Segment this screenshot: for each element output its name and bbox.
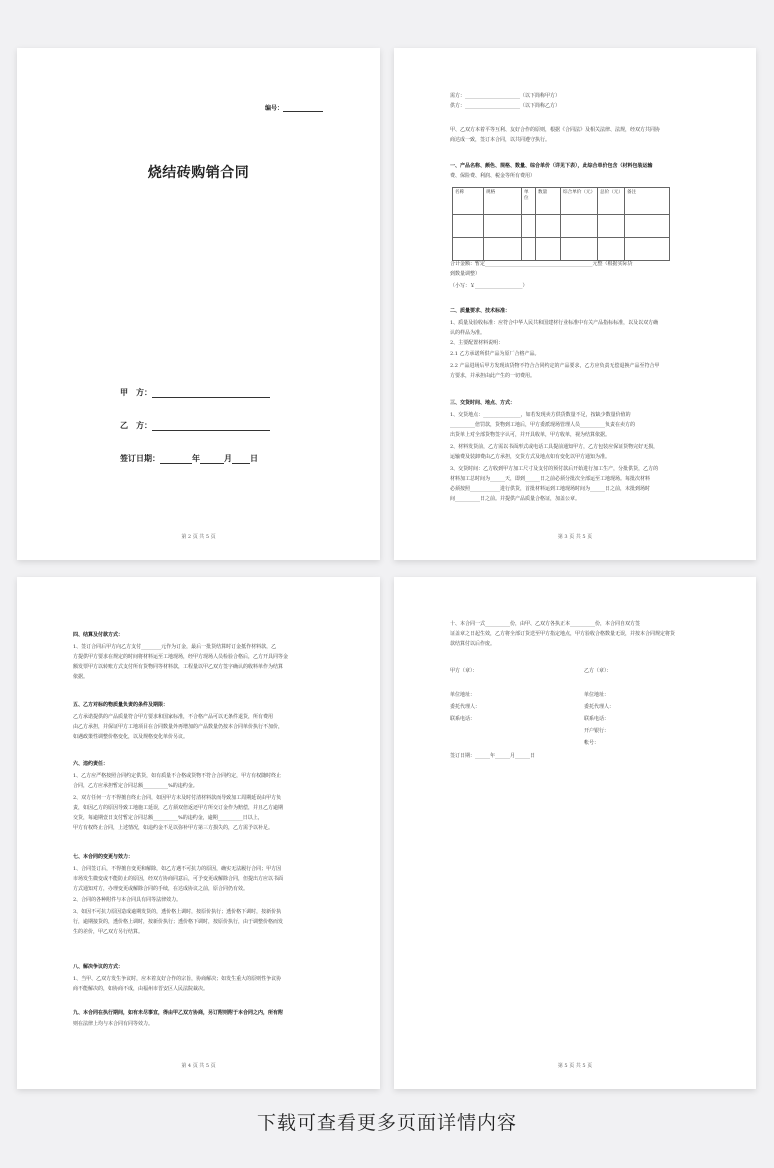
text-line: 1、签订合同后甲方向乙方支付________元作为订金，最后一批货结算时订金抵作材料款，乙 (73, 644, 277, 650)
page-footer: 第 3 页 共 5 页 (557, 534, 593, 540)
page-signatures (394, 577, 756, 1089)
text-line: 3、交货时间：乙方收到甲方加工尺寸及支付的预付款后开始进行加工生产，分批供货，乙方的 (450, 466, 659, 472)
text-line: 方式通知对方，办理变更或解除合同的手续，在达成协议之前，原合同仍有效。 (73, 886, 249, 892)
text-line: 2、材料发货前，乙方需以书面形式或电话工具提前通知甲方，乙方包装应保证货物完好无损， (450, 444, 659, 450)
section-heading: 一、产品名称、颜色、规格、数量、综合单价（详见下表），此综合单价包含（材料包装运输 (450, 163, 653, 169)
section-heading: 九、本合同在执行期间，如有未尽事宜，得由甲乙双方协商，另订附则附于本合同之内，所有附 (73, 1010, 284, 1016)
sign-date-line: 签订日期： 年 月 日 (120, 453, 258, 463)
text-line: 认的样品为准。 (450, 330, 486, 336)
field-label: 委托代理人： (584, 704, 615, 710)
field-label: 联系电话： (450, 716, 476, 722)
table-header: 数量 (536, 188, 561, 215)
text-line: 额发票甲方以转账方式支付所有货物同等材料款，工程量以甲乙双方签字确认的收料单作为结算 (73, 664, 284, 670)
section-heading: 二、质量要求、技术标准： (450, 308, 511, 314)
text-line: __________倍罚款，货物到工地后，甲方委派现场管理人员__________负责在卖方的 (450, 422, 636, 428)
table-row (453, 238, 670, 261)
text-line: 1、质量及验收标准：应符合中华人民共和国建材行业标准中有关产品指标标准，以及以双方确 (450, 320, 659, 326)
table-header: 备注 (625, 188, 670, 215)
text-line: 生的差价，甲乙双方另行结算。 (73, 929, 144, 935)
text-line: 2、主要配置材料说明： (450, 340, 504, 346)
section-heading: 五、乙方对标的物质量负责的条件及期限： (73, 702, 169, 708)
text-line: 甲、乙双方本着平等互利、友好合作的原则，根据《合同法》及相关法律、法规，经双方共同协 (450, 127, 661, 133)
product-table (452, 187, 670, 261)
text-line: 十、本合同一式__________份，由甲、乙双方各执正本__________份，本合同自双方签 (450, 621, 641, 627)
text-line: 商不能解决的，如协商不成，由福州市晋安区人民法院裁决。 (73, 986, 209, 992)
text-line: 间__________日之前。并提供产品质量合格证，加盖公章。 (450, 496, 581, 502)
text-line: 1、乙方应严格按照合同约定供货，如有质量不合格或货物不符合合同约定，甲方有权随时终止 (73, 773, 282, 779)
page-title: 烧结砖购销合同 (147, 165, 250, 181)
download-caption: 下载可查看更多页面详情内容 (256, 1112, 517, 1134)
text-line: 1、交货地点：_______________，如若发现卖方供货数量不足，按缺少数量价值的 (450, 412, 631, 418)
text-line: 依据。 (73, 674, 89, 680)
field-label: 联系电话： (584, 716, 610, 722)
text-line: 合同，乙方应承担暂定合同总额__________%的违约金。 (73, 783, 198, 789)
page-cover (17, 48, 380, 560)
table-header: 综合单价（元） (561, 188, 598, 215)
section-heading: 三、交货时间、地点、方式： (450, 400, 516, 406)
text-line: 需方：______________________（以下简称甲方） (450, 93, 561, 99)
text-line: 1、合同签订后，不得擅自变更和解除，如乙方遇不可抗力的原因，确实无法履行合同；甲方因 (73, 866, 282, 872)
text-line: 1、当甲、乙双方发生争议时，应本着友好合作的宗旨，协商解决；如发生重大的原则性争议协 (73, 976, 282, 982)
text-line: 3、如因不可抗力原因造成逾期发货的，透价格上调时，按原价执行；透价格下调时，按新价执 (73, 909, 282, 915)
page-footer: 第 5 页 共 5 页 (557, 1063, 593, 1069)
text-line: 运输费及装卸费由乙方承担，交货方式及地点如有变化以甲方通知为准。 (450, 454, 611, 460)
field-label: 单位地址： (584, 692, 610, 698)
text-line: 出货单上对全部货物签字认可，并开具收单，甲方收单，视为结算依据。 (450, 432, 611, 438)
text-line: 合计金额：暂定___________________________________________元整（根据实际货 (450, 261, 633, 267)
field-label: 开户银行： (584, 728, 610, 734)
page-terms-1 (394, 48, 756, 560)
text-line: 行，逾期接货的，透价格上调时，按新价执行；透价格下调时，按原价执行，由于调整价格而发 (73, 919, 284, 925)
text-line: 费、保险费、利润、税金等所有费用） (450, 173, 536, 179)
party-b-seal: 乙方（章）： (584, 668, 612, 674)
text-line: 乙方承诺提供的产品质量符合甲方要求和国家标准，不合格产品可以无条件退货，所有费用 (73, 714, 274, 720)
text-line: 供方：______________________（以下简称乙方） (450, 103, 561, 109)
text-line: 市场发生微变或不能防止的原因，经双方协商同意后，可予变更或解除合同，但提出方应以书面 (73, 876, 284, 882)
party-a-line: 甲 方： (120, 387, 270, 398)
text-line: 到数量调整） (450, 271, 481, 277)
table-row (453, 215, 670, 238)
text-line: 2、双方任何一方不得擅自终止合同，如因甲方未及时付清材料款而导致加工周期延误由甲方负 (73, 795, 282, 801)
text-line: 2.1 乙方承诺所供产品为原厂合格产品。 (450, 351, 540, 357)
text-line: 由乙方承担，并保证甲方工地项目在合同数量外再增加的产品数量仍按本合同单价执行不加价， (73, 724, 284, 730)
contract-number: 编号： (265, 103, 323, 112)
section-heading: 八、解决争议的方式： (73, 964, 124, 970)
page-footer: 第 4 页 共 5 页 (181, 1063, 216, 1069)
table-header: 名称 (453, 188, 484, 215)
field-label: 帐号： (584, 740, 600, 746)
text-line: 甲方有权终止合同，上述情况，如违约金不足以弥补甲方第三方损失的，乙方需予以补足。 (73, 825, 274, 831)
page-footer: 第 2 页 共 5 页 (181, 534, 216, 540)
section-heading: 六、违约责任： (73, 761, 109, 767)
section-heading: 四、结算及付款方式： (73, 632, 124, 638)
text-line: 2、合同的各种附件与本合同具有同等法律效力。 (73, 897, 182, 903)
text-line: （小写：￥___________________） (450, 283, 528, 289)
text-line: 证盖章之日起生效，乙方将全部订货送至甲方指定地点，甲方验收合格数量无误，并按本合同规定将货 (450, 631, 676, 637)
text-line: 商达成一致，签订本合同，以共同遵守执行。 (450, 137, 551, 143)
party-a-seal: 甲方（章）： (450, 668, 478, 674)
field-label: 委托代理人： (450, 704, 481, 710)
text-line: 交货，每逾期壹日支付暂定合同总额__________%的违约金，逾期__________日以上， (73, 815, 263, 821)
field-label: 单位地址： (450, 692, 476, 698)
text-line: 必须按照____________进行供货，首批材料运到工地现场时间为______日之前，末批到场时 (450, 486, 651, 492)
text-line: 2.2 产品进场后甲方发现该货物不符合合同约定的产品要求，乙方应负责无偿退换产品至符合甲 (450, 363, 660, 369)
text-line: 材料加工总时间为______天，即到______日之前必须分批次全部运至工地现场。每批次材料 (450, 476, 651, 482)
section-heading: 七、本合同的变更与效力： (73, 854, 134, 860)
text-line: 则在法律上均与本合同有同等效力。 (73, 1021, 154, 1027)
party-b-line: 乙 方： (120, 420, 270, 431)
text-line: 方提供甲方要求在规定的时间将材料运至工地现场，经甲方现场人员检验合格后，乙方开具同等金 (73, 654, 289, 660)
page-terms-2 (17, 577, 380, 1089)
sign-date-line: 签订日期：______年______月______日 (450, 753, 536, 759)
table-header: 单位 (522, 188, 536, 215)
table-header: 规格 (484, 188, 522, 215)
text-line: 如遇政策性调整价格变化，以及规格变化单价另议。 (73, 734, 189, 740)
text-line: 款结算付以后作废。 (450, 641, 496, 647)
text-line: 方要求，并承担由此产生的一切费用。 (450, 373, 536, 379)
text-line: 责，如因乙方的原因导致工地施工延误，乙方须双倍返还甲方所交订金作为赔偿，并且乙方逾期 (73, 805, 284, 811)
table-header: 总价（元） (598, 188, 625, 215)
